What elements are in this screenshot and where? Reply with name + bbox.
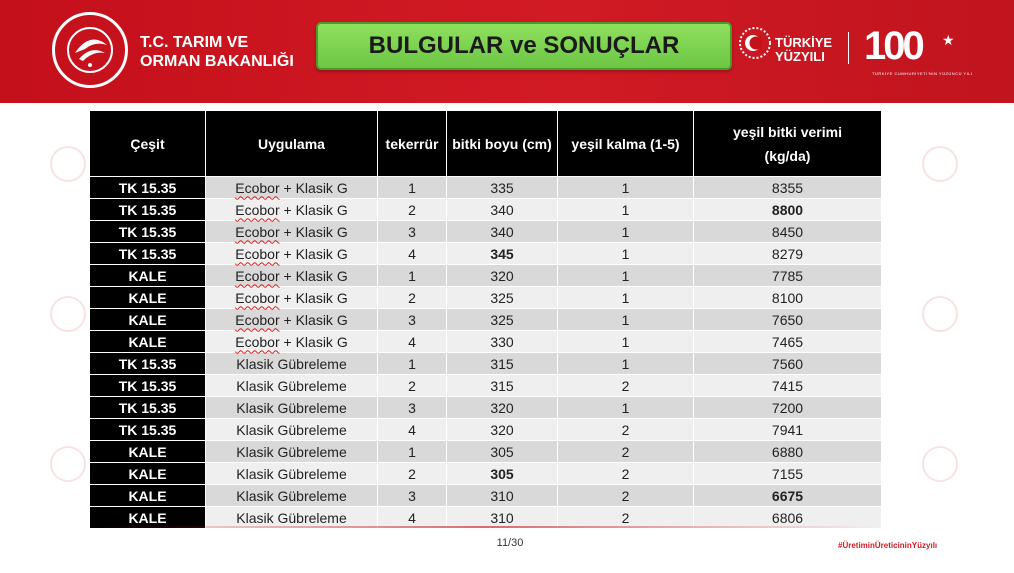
cell-replication: 1 [378,441,447,463]
cell-replication: 3 [378,397,447,419]
cell-stay-green: 1 [558,199,694,221]
watermark-logo-icon [50,146,86,182]
cell-plant-height: 320 [447,397,558,419]
cell-variety: TK 15.35 [90,397,206,419]
ministry-line-2: ORMAN BAKANLIĞI [140,53,294,70]
cell-green-yield: 8800 [694,199,882,221]
cell-replication: 2 [378,375,447,397]
table-row [90,397,882,419]
cell-application: Ecobor + Klasik G [206,331,378,353]
cell-stay-green: 2 [558,507,694,529]
ministry-line-1: T.C. TARIM VE [140,34,249,51]
footer-hashtag: #ÜretiminÜreticininYüzyılı [838,541,938,550]
footer-divider [89,526,881,528]
table-row [90,331,882,353]
cell-stay-green: 1 [558,265,694,287]
logo-divider [848,32,849,64]
cell-application: Klasik Gübreleme [206,375,378,397]
century-subtitle: TÜRKİYE CUMHURİYETİ'NİN YÜZÜNCÜ YILI [872,71,973,76]
table-row [90,287,882,309]
table-row [90,353,882,375]
cell-plant-height: 345 [447,243,558,265]
cell-variety: KALE [90,441,206,463]
cell-plant-height: 330 [447,331,558,353]
cell-replication: 2 [378,199,447,221]
table-row [90,463,882,485]
table-row [90,309,882,331]
cell-plant-height: 310 [447,507,558,529]
turkiye-yuzyili-logo-icon [738,26,772,60]
cell-plant-height: 305 [447,441,558,463]
cell-green-yield: 7200 [694,397,882,419]
cell-stay-green: 2 [558,419,694,441]
cell-application: Klasik Gübreleme [206,397,378,419]
cell-green-yield: 8100 [694,287,882,309]
cell-replication: 3 [378,309,447,331]
ministry-name [140,33,294,71]
slide-title: BULGULAR ve SONUÇLAR [316,22,732,70]
cell-application: Klasik Gübreleme [206,419,378,441]
cell-stay-green: 1 [558,243,694,265]
watermark-logo-icon [50,446,86,482]
header-variety: Çeşit [90,111,206,177]
cell-variety: KALE [90,507,206,529]
cell-variety: TK 15.35 [90,221,206,243]
table-row [90,441,882,463]
table-row [90,265,882,287]
cell-stay-green: 1 [558,397,694,419]
watermark-logo-icon [922,146,958,182]
header-banner [0,0,1014,103]
cell-replication: 4 [378,507,447,529]
cell-application: Klasik Gübreleme [206,441,378,463]
cell-stay-green: 1 [558,221,694,243]
watermark-logo-icon [50,296,86,332]
cell-application: Ecobor + Klasik G [206,243,378,265]
cell-stay-green: 2 [558,463,694,485]
turkiye-yuzyili-text [775,36,832,64]
watermark-logo-icon [922,296,958,332]
table-row [90,375,882,397]
cell-stay-green: 1 [558,309,694,331]
cell-stay-green: 1 [558,177,694,199]
cell-application: Ecobor + Klasik G [206,265,378,287]
table-row [90,419,882,441]
cell-green-yield: 8355 [694,177,882,199]
cell-stay-green: 1 [558,331,694,353]
cell-green-yield: 7415 [694,375,882,397]
cell-application: Klasik Gübreleme [206,353,378,375]
header-stay-green: yeşil kalma (1-5) [558,111,694,177]
cell-variety: TK 15.35 [90,177,206,199]
table-header-row [90,111,882,177]
cell-variety: KALE [90,485,206,507]
cell-green-yield: 7155 [694,463,882,485]
cell-plant-height: 315 [447,353,558,375]
cell-stay-green: 1 [558,287,694,309]
cell-plant-height: 305 [447,463,558,485]
cell-variety: TK 15.35 [90,375,206,397]
cell-green-yield: 8450 [694,221,882,243]
cell-stay-green: 1 [558,353,694,375]
cell-replication: 2 [378,287,447,309]
cell-plant-height: 315 [447,375,558,397]
header-plant-height: bitki boyu (cm) [447,111,558,177]
cell-application: Ecobor + Klasik G [206,177,378,199]
cell-replication: 1 [378,265,447,287]
cell-variety: KALE [90,265,206,287]
cell-plant-height: 340 [447,199,558,221]
cell-replication: 3 [378,485,447,507]
results-table [89,110,882,529]
table-body [90,177,882,529]
cell-stay-green: 2 [558,375,694,397]
cell-green-yield: 7560 [694,353,882,375]
cell-variety: TK 15.35 [90,419,206,441]
turkiye-line-2: YÜZYILI [775,49,825,64]
cell-variety: KALE [90,463,206,485]
cell-variety: TK 15.35 [90,199,206,221]
cell-replication: 1 [378,177,447,199]
cell-green-yield: 7650 [694,309,882,331]
cell-green-yield: 6675 [694,485,882,507]
cell-application: Klasik Gübreleme [206,507,378,529]
ministry-logo [52,12,128,88]
cell-plant-height: 320 [447,265,558,287]
turkiye-line-1: TÜRKİYE [775,35,833,50]
page-number: 11/30 [496,537,524,549]
cell-green-yield: 6880 [694,441,882,463]
cell-stay-green: 2 [558,485,694,507]
cell-application: Ecobor + Klasik G [206,221,378,243]
cell-variety: KALE [90,287,206,309]
header-application: Uygulama [206,111,378,177]
cell-plant-height: 320 [447,419,558,441]
header-green-yield: yeşil bitki verimi (kg/da) [694,111,882,177]
cell-application: Ecobor + Klasik G [206,199,378,221]
header-replication: tekerrür [378,111,447,177]
cell-application: Ecobor + Klasik G [206,287,378,309]
cell-green-yield: 7465 [694,331,882,353]
cell-variety: TK 15.35 [90,353,206,375]
cell-green-yield: 7941 [694,419,882,441]
table-row [90,199,882,221]
cell-application: Ecobor + Klasik G [206,309,378,331]
cell-application: Klasik Gübreleme [206,463,378,485]
cell-application: Klasik Gübreleme [206,485,378,507]
cell-replication: 4 [378,243,447,265]
cell-replication: 1 [378,353,447,375]
cell-plant-height: 335 [447,177,558,199]
cell-plant-height: 310 [447,485,558,507]
cell-green-yield: 8279 [694,243,882,265]
table-row [90,177,882,199]
watermark-logo-icon [922,446,958,482]
cell-green-yield: 7785 [694,265,882,287]
cell-variety: TK 15.35 [90,243,206,265]
table-row [90,243,882,265]
cell-replication: 2 [378,463,447,485]
cell-plant-height: 325 [447,287,558,309]
cell-plant-height: 340 [447,221,558,243]
cell-variety: KALE [90,331,206,353]
cell-replication: 3 [378,221,447,243]
table-row [90,485,882,507]
cell-plant-height: 325 [447,309,558,331]
cell-stay-green: 2 [558,441,694,463]
cell-replication: 4 [378,331,447,353]
table-row [90,221,882,243]
star-icon: ★ [942,32,955,48]
cell-green-yield: 6806 [694,507,882,529]
century-logo: 100 [864,24,922,68]
cell-replication: 4 [378,419,447,441]
cell-variety: KALE [90,309,206,331]
